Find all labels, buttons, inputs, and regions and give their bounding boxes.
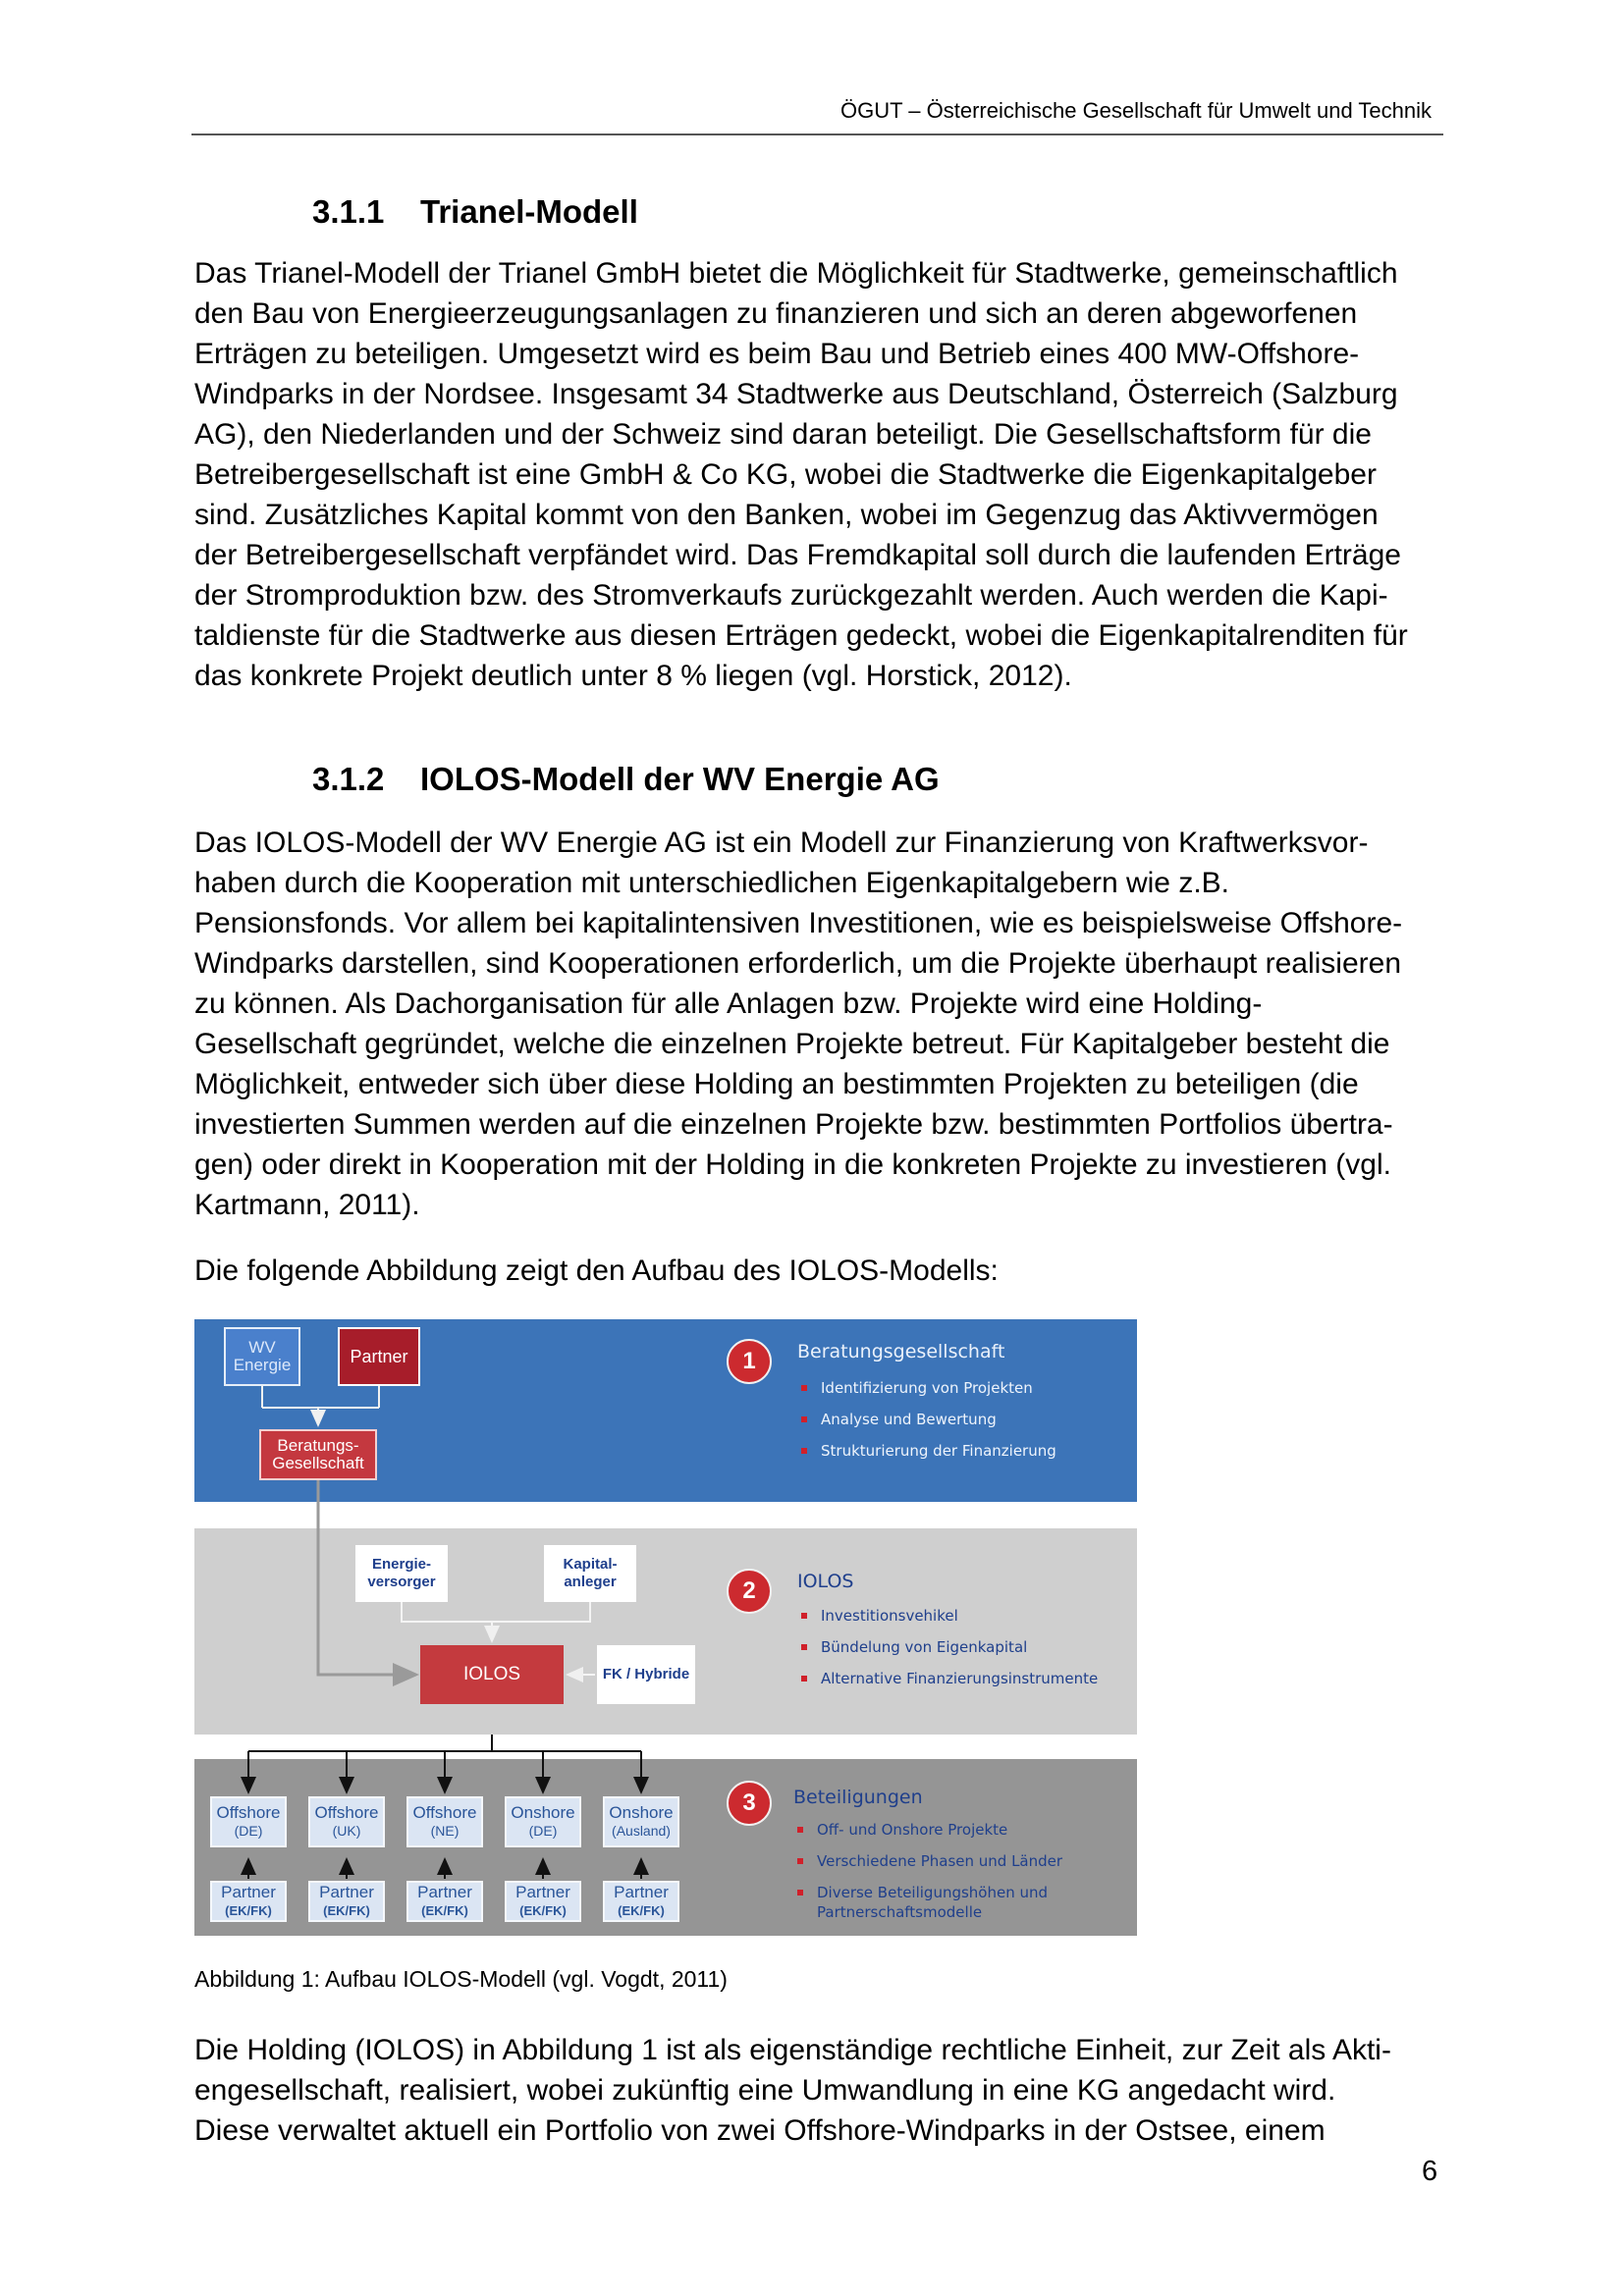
- panel-list-beratung: [797, 1378, 1056, 1472]
- text-line: der Stromproduktion bzw. des Stromverkaufs zurückgezahlt werden. Auch werden die Kapi-: [194, 579, 1388, 612]
- project-box: [603, 1796, 679, 1847]
- section-title-311: [312, 193, 638, 231]
- box-label: Beratungs-: [277, 1436, 359, 1455]
- project-region: (UK): [332, 1823, 361, 1839]
- project-name: Offshore: [412, 1803, 477, 1822]
- step-number-3: 3: [727, 1781, 772, 1826]
- iolos-diagram: [194, 1319, 1137, 1936]
- panel-title-beteiligungen: Beteiligungen: [793, 1787, 923, 1808]
- list-item: Identifizierung von Projekten: [797, 1378, 1056, 1410]
- partner-name: Partner: [221, 1882, 276, 1901]
- section-title-312: [312, 761, 940, 798]
- partner-sub: (EK/FK): [519, 1902, 567, 1918]
- figure-caption: Abbildung 1: Aufbau IOLOS-Modell (vgl. Vogdt, 2011): [194, 1966, 728, 1992]
- project-partner-box: [603, 1881, 679, 1922]
- kapitalanleger-box: [544, 1545, 636, 1602]
- section-heading: Trianel-Modell: [420, 193, 638, 230]
- partner-sub: (EK/FK): [225, 1902, 272, 1918]
- list-item: Bündelung von Eigenkapital: [797, 1637, 1098, 1669]
- wv-energie-box: [224, 1327, 300, 1386]
- project-region: (DE): [528, 1823, 558, 1839]
- project-arrows: [248, 1735, 641, 1792]
- project-region: (Ausland): [612, 1823, 671, 1839]
- figure-intro: [194, 1251, 1451, 1291]
- box-label: WV: [248, 1338, 276, 1357]
- panel-list-beteiligungen: [793, 1820, 1062, 1922]
- paragraph-trianel: [194, 253, 1451, 696]
- box-label: FK / Hybride: [602, 1666, 690, 1682]
- partner-name: Partner: [614, 1882, 669, 1901]
- step-number-2: 2: [727, 1569, 772, 1614]
- partner-box: [338, 1327, 420, 1386]
- list-item-line: Diverse Beteiligungshöhen und: [817, 1884, 1049, 1901]
- project-name: Offshore: [314, 1803, 379, 1822]
- project-region: (DE): [234, 1823, 263, 1839]
- project-name: Onshore: [609, 1803, 674, 1822]
- text-line: Pensionsfonds. Vor allem bei kapitalintensiven Investitionen, wie es beispielsweise Offshore-: [194, 907, 1403, 939]
- list-item: Alternative Finanzierungsinstrumente: [797, 1669, 1098, 1700]
- project-box: [406, 1796, 483, 1847]
- project-name: Onshore: [511, 1803, 575, 1822]
- project-partner-box: [308, 1881, 385, 1922]
- list-item: Analyse und Bewertung: [797, 1410, 1056, 1441]
- partner-name: Partner: [515, 1882, 570, 1901]
- partner-arrows: [248, 1859, 641, 1879]
- partner-sub: (EK/FK): [323, 1902, 370, 1918]
- panel-title-iolos: IOLOS: [797, 1571, 854, 1592]
- text-line: Das IOLOS-Modell der WV Energie AG ist ein Modell zur Finanzierung von Kraftwerksvor-: [194, 827, 1369, 859]
- fk-hybride-box: [597, 1645, 695, 1704]
- text-line: den Bau von Energieerzeugungsanlagen zu finanzieren und sich an deren abgeworfenen: [194, 297, 1358, 330]
- partner-name: Partner: [417, 1882, 472, 1901]
- section-number: 3.1.2: [312, 761, 385, 797]
- text-line: das konkrete Projekt deutlich unter 8 % liegen (vgl. Horstick, 2012).: [194, 660, 1072, 692]
- text-line: Diese verwaltet aktuell ein Portfolio von zwei Offshore-Windparks in der Ostsee, einem: [194, 2114, 1326, 2147]
- project-partner-box: [406, 1881, 483, 1922]
- list-item: Strukturierung der Finanzierung: [797, 1441, 1056, 1472]
- list-item: Investitionsvehikel: [797, 1606, 1098, 1637]
- box-label: anleger: [564, 1574, 617, 1590]
- text-line: Betreibergesellschaft ist eine GmbH & Co KG, wobei die Stadtwerke die Eigenkapitalgeber: [194, 458, 1377, 491]
- beratungsgesellschaft-box: [259, 1429, 377, 1480]
- list-item-line: Partnerschaftsmodelle: [817, 1903, 983, 1921]
- text-line: Das Trianel-Modell der Trianel GmbH bietet die Möglichkeit für Stadtwerke, gemeinschaftlich: [194, 257, 1398, 290]
- box-label: Energie: [233, 1356, 292, 1374]
- box-label: versorger: [367, 1574, 436, 1590]
- list-item: Verschiedene Phasen und Länder: [793, 1851, 1062, 1883]
- text-line: Die Holding (IOLOS) in Abbildung 1 ist als eigenständige rechtliche Einheit, zur Zeit als Akti-: [194, 2034, 1391, 2066]
- text-line: haben durch die Kooperation mit unterschiedlichen Eigenkapitalgebern wie z.B.: [194, 867, 1229, 899]
- project-region: (NE): [430, 1823, 460, 1839]
- text-line: engesellschaft, realisiert, wobei zukünftig eine Umwandlung in eine KG angedacht wird.: [194, 2074, 1336, 2107]
- partner-sub: (EK/FK): [421, 1902, 468, 1918]
- page-header: [191, 96, 1443, 135]
- list-item: [793, 1883, 1062, 1922]
- text-line: gen) oder direkt in Kooperation mit der Holding in die konkreten Projekte zu investieren (vgl.: [194, 1148, 1391, 1181]
- text-line: taldienste für die Stadtwerke aus diesen Erträgen gedeckt, wobei die Eigenkapitalrenditen für: [194, 619, 1408, 652]
- paragraph-iolos: [194, 823, 1451, 1225]
- page-number: 6: [1422, 2156, 1438, 2187]
- project-name: Offshore: [216, 1803, 281, 1822]
- project-box: [210, 1796, 287, 1847]
- box-label: Energie-: [371, 1556, 431, 1573]
- section-heading: IOLOS-Modell der WV Energie AG: [420, 761, 940, 797]
- project-box: [308, 1796, 385, 1847]
- text-line: der Betreibergesellschaft verpfändet wird. Das Fremdkapital soll durch die laufenden Erträge: [194, 539, 1401, 571]
- text-line: AG), den Niederlanden und der Schweiz sind daran beteiligt. Die Gesellschaftsform für die: [194, 418, 1372, 451]
- box-label: Kapital-: [563, 1556, 618, 1573]
- text-line: Windparks darstellen, sind Kooperationen erforderlich, um die Projekte überhaupt realisieren: [194, 947, 1402, 980]
- iolos-box: [420, 1645, 564, 1704]
- text-line: Möglichkeit, entweder sich über diese Holding an bestimmten Projekten zu beteiligen (die: [194, 1068, 1359, 1100]
- text-line: Die folgende Abbildung zeigt den Aufbau des IOLOS-Modells:: [194, 1255, 999, 1287]
- project-partner-box: [505, 1881, 581, 1922]
- panel-title-beratung: Beratungsgesellschaft: [797, 1341, 1005, 1362]
- text-line: sind. Zusätzliches Kapital kommt von den Banken, wobei im Gegenzug das Aktivvermögen: [194, 499, 1379, 531]
- header-text: ÖGUT – Österreichische Gesellschaft für Umwelt und Technik: [840, 98, 1432, 123]
- section-number: 3.1.1: [312, 193, 385, 230]
- project-box: [505, 1796, 581, 1847]
- box-label: IOLOS: [462, 1664, 521, 1684]
- paragraph-holding: [194, 2030, 1451, 2151]
- text-line: Erträgen zu beteiligen. Umgesetzt wird es beim Bau und Betrieb eines 400 MW-Offshore-: [194, 338, 1360, 370]
- box-label: Partner: [350, 1347, 408, 1366]
- project-partner-box: [210, 1881, 287, 1922]
- text-line: zu können. Als Dachorganisation für alle Anlagen bzw. Projekte wird eine Holding-: [194, 988, 1263, 1020]
- box-label: Gesellschaft: [272, 1454, 364, 1472]
- text-line: Gesellschaft gegründet, welche die einzelnen Projekte betreut. Für Kapitalgeber besteht die: [194, 1028, 1390, 1060]
- text-line: investierten Summen werden auf die einzelnen Projekte bzw. bestimmten Portfolios übertra-: [194, 1108, 1393, 1141]
- top-connector: [262, 1386, 379, 1425]
- energieversorger-box: [355, 1545, 448, 1602]
- text-line: Windparks in der Nordsee. Insgesamt 34 Stadtwerke aus Deutschland, Österreich (Salzburg: [194, 378, 1398, 410]
- text-line: Kartmann, 2011).: [194, 1189, 420, 1221]
- partner-sub: (EK/FK): [618, 1902, 665, 1918]
- partner-name: Partner: [319, 1882, 374, 1901]
- step-number-1: 1: [727, 1339, 772, 1384]
- panel-list-iolos: [797, 1606, 1098, 1700]
- list-item: Off- und Onshore Projekte: [793, 1820, 1062, 1851]
